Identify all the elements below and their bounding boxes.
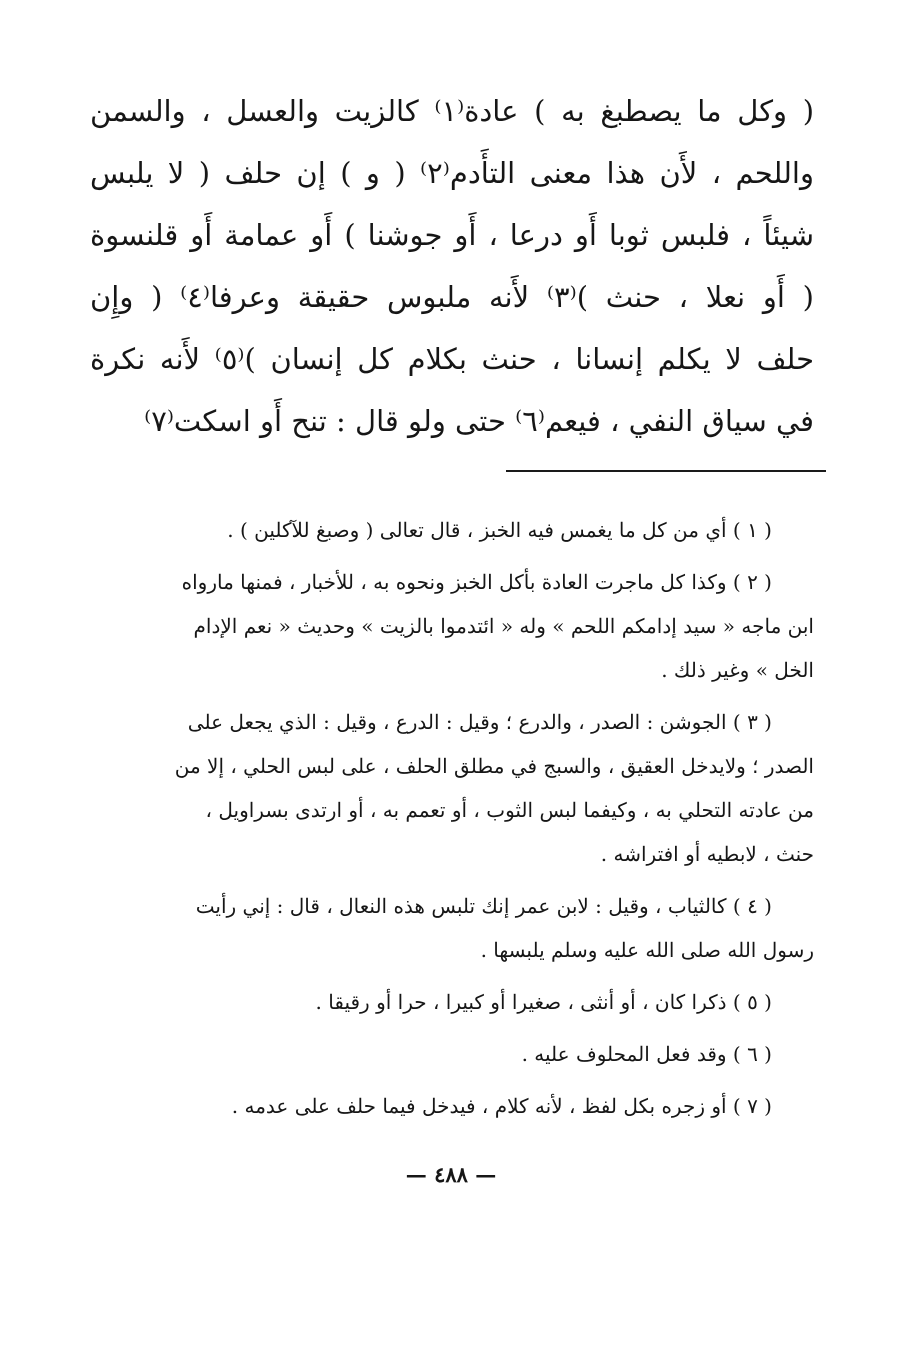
footnote-line: الصدر ؛ ولايدخل العقيق ، والسبج في مطلق الحلف ، على لبس الحلي ، إلا من bbox=[174, 754, 814, 778]
main-text-line: ( وكل ما يصطبغ به ) عادة⁽١⁾ كالزيت والعسل ، والسمن bbox=[90, 94, 814, 128]
footnote-line: رسول الله صلى الله عليه وسلم يلبسها . bbox=[480, 938, 814, 962]
main-text-line: حلف لا يكلم إنسانا ، حنث بكلام كل إنسان )⁽٥⁾ لأَنه نكرة bbox=[90, 342, 814, 376]
main-text-line: في سياق النفي ، فيعم⁽٦⁾ حتى ولو قال : تنح أَو اسكت⁽٧⁾ bbox=[144, 404, 814, 438]
footnote-line: ( ٧ ) أو زجره بكل لفظ ، لأنه كلام ، فيدخل فيما حلف على عدمه . bbox=[231, 1094, 772, 1118]
footnote-2 bbox=[90, 560, 814, 692]
footnote-line: من عادته التحلي به ، وكيفما لبس الثوب ، أو تعمم به ، أو ارتدى بسراويل ، bbox=[205, 798, 814, 822]
footnote-line: ( ٣ ) الجوشن : الصدر ، والدرع ؛ وقيل : الدرع ، وقيل : الذي يجعل على bbox=[187, 710, 772, 734]
main-text-line: ( أَو نعلا ، حنث )⁽٣⁾ لأَنه ملبوس حقيقة وعرفا⁽٤⁾ ( وإِن bbox=[90, 280, 814, 314]
page-number: — ٤٨٨ — bbox=[405, 1162, 497, 1187]
footnote-6 bbox=[90, 1032, 814, 1076]
main-text-line: واللحم ، لأَن هذا معنى التأَدم⁽٢⁾ ( و ) إن حلف ( لا يلبس bbox=[90, 156, 814, 190]
footnote-4 bbox=[90, 884, 814, 972]
footnote-line: حنث ، لابطيه أو افتراشه . bbox=[600, 842, 814, 866]
main-text bbox=[90, 80, 814, 452]
footnote-divider bbox=[506, 470, 826, 472]
footnote-line: ( ٦ ) وقد فعل المحلوف عليه . bbox=[521, 1042, 772, 1066]
main-text-line: شيئاً ، فلبس ثوبا أَو درعا ، أَو جوشنا ) أَو عمامة أَو قلنسوة bbox=[90, 218, 814, 252]
footnote-line: الخل » وغير ذلك . bbox=[661, 658, 814, 682]
footnote-7 bbox=[90, 1084, 814, 1128]
footnote-3 bbox=[90, 700, 814, 876]
footnote-5 bbox=[90, 980, 814, 1024]
footnote-line: ( ٤ ) كالثياب ، وقيل : لابن عمر إنك تلبس هذه النعال ، قال : إني رأيت bbox=[195, 894, 772, 918]
footnote-line: ( ٢ ) وكذا كل ماجرت العادة بأكل الخبز ونحوه به ، للأخبار ، فمنها مارواه bbox=[181, 570, 772, 594]
footnote-line: ابن ماجه « سيد إدامكم اللحم » وله « ائتدموا بالزيت » وحديث « نعم الإدام bbox=[193, 614, 814, 638]
footnotes bbox=[90, 508, 814, 1136]
footnote-line: ( ١ ) أي من كل ما يغمس فيه الخبز ، قال تعالى ( وصبغ للآكلين ) . bbox=[227, 518, 772, 542]
footnote-line: ( ٥ ) ذكرا كان ، أو أنثى ، صغيرا أو كبيرا ، حرا أو رقيقا . bbox=[315, 990, 772, 1014]
footnote-1 bbox=[90, 508, 814, 552]
